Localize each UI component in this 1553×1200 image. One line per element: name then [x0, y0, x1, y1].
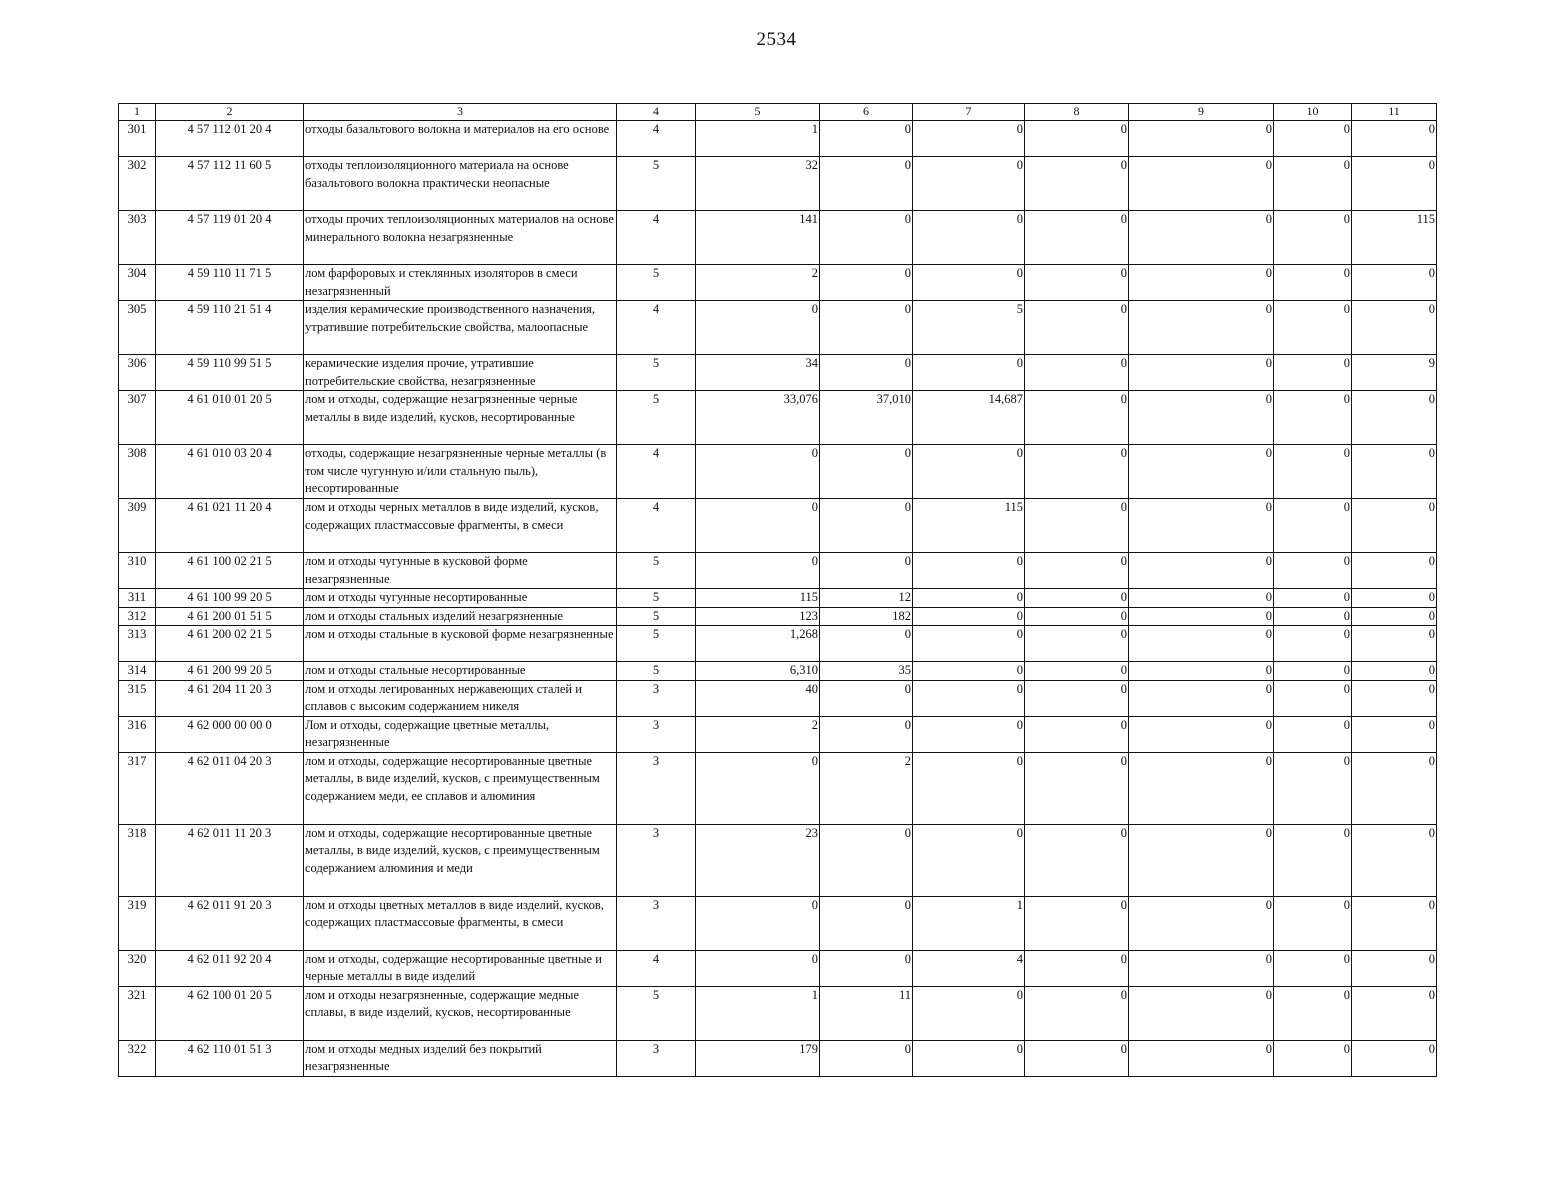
value-cell-5: 0: [696, 950, 820, 986]
table-row: [119, 824, 1437, 896]
value-cell-10: 0: [1274, 211, 1352, 265]
value-cell-9: 0: [1129, 499, 1274, 553]
value-cell-10: 0: [1274, 157, 1352, 211]
value-cell-9: 0: [1129, 680, 1274, 716]
table-row: [119, 121, 1437, 157]
waste-name-cell: лом и отходы, содержащие несортированные цветные металлы, в виде изделий, кусков, с преимущественным содержанием меди, ее сплавов и алюминия: [304, 752, 617, 824]
waste-name-cell: отходы, содержащие незагрязненные черные металлы (в том числе чугунную и/или стальную пыль), несортированные: [304, 445, 617, 499]
value-cell-8: 0: [1025, 157, 1129, 211]
column-header-11: 11: [1352, 104, 1437, 121]
waste-code-cell: 4 57 112 11 60 5: [156, 157, 304, 211]
waste-name-cell: лом и отходы, содержащие несортированные цветные металлы, в виде изделий, кусков, с преимущественным содержанием алюминия и меди: [304, 824, 617, 896]
table-row: [119, 716, 1437, 752]
value-cell-10: 0: [1274, 662, 1352, 681]
value-cell-5: 2: [696, 265, 820, 301]
table-row: [119, 553, 1437, 589]
value-cell-8: 0: [1025, 589, 1129, 608]
column-header-9: 9: [1129, 104, 1274, 121]
row-number-cell: 316: [119, 716, 156, 752]
row-number-cell: 312: [119, 607, 156, 626]
table-body: [119, 121, 1437, 1077]
table-row: [119, 391, 1437, 445]
table-row: [119, 589, 1437, 608]
table-row: [119, 445, 1437, 499]
row-number-cell: 310: [119, 553, 156, 589]
hazard-class-cell: 5: [617, 662, 696, 681]
value-cell-11: 0: [1352, 1040, 1437, 1076]
value-cell-7: 0: [913, 986, 1025, 1040]
value-cell-8: 0: [1025, 950, 1129, 986]
value-cell-7: 115: [913, 499, 1025, 553]
waste-name-cell: отходы базальтового волокна и материалов на его основе: [304, 121, 617, 157]
value-cell-9: 0: [1129, 950, 1274, 986]
column-header-4: 4: [617, 104, 696, 121]
value-cell-10: 0: [1274, 355, 1352, 391]
value-cell-10: 0: [1274, 1040, 1352, 1076]
table-row: [119, 607, 1437, 626]
value-cell-5: 40: [696, 680, 820, 716]
waste-name-cell: лом и отходы стальных изделий незагрязненные: [304, 607, 617, 626]
value-cell-10: 0: [1274, 589, 1352, 608]
value-cell-10: 0: [1274, 499, 1352, 553]
hazard-class-cell: 4: [617, 499, 696, 553]
value-cell-11: 0: [1352, 680, 1437, 716]
value-cell-6: 0: [820, 716, 913, 752]
hazard-class-cell: 3: [617, 1040, 696, 1076]
column-header-2: 2: [156, 104, 304, 121]
value-cell-10: 0: [1274, 391, 1352, 445]
table-row: [119, 950, 1437, 986]
value-cell-11: 0: [1352, 752, 1437, 824]
value-cell-6: 2: [820, 752, 913, 824]
value-cell-6: 35: [820, 662, 913, 681]
value-cell-5: 0: [696, 445, 820, 499]
value-cell-11: 0: [1352, 824, 1437, 896]
value-cell-7: 0: [913, 211, 1025, 265]
value-cell-11: 0: [1352, 607, 1437, 626]
value-cell-8: 0: [1025, 355, 1129, 391]
value-cell-8: 0: [1025, 1040, 1129, 1076]
row-number-cell: 318: [119, 824, 156, 896]
value-cell-10: 0: [1274, 680, 1352, 716]
value-cell-6: 0: [820, 1040, 913, 1076]
value-cell-7: 0: [913, 824, 1025, 896]
waste-code-cell: 4 62 011 91 20 3: [156, 896, 304, 950]
value-cell-7: 0: [913, 716, 1025, 752]
page-number: 2534: [756, 29, 797, 50]
row-number-cell: 315: [119, 680, 156, 716]
value-cell-8: 0: [1025, 211, 1129, 265]
waste-code-cell: 4 62 110 01 51 3: [156, 1040, 304, 1076]
value-cell-5: 1,268: [696, 626, 820, 662]
table-row: [119, 896, 1437, 950]
value-cell-11: 115: [1352, 211, 1437, 265]
value-cell-9: 0: [1129, 626, 1274, 662]
value-cell-11: 0: [1352, 626, 1437, 662]
value-cell-5: 0: [696, 553, 820, 589]
value-cell-8: 0: [1025, 824, 1129, 896]
value-cell-10: 0: [1274, 301, 1352, 355]
value-cell-9: 0: [1129, 211, 1274, 265]
value-cell-6: 0: [820, 824, 913, 896]
waste-name-cell: отходы прочих теплоизоляционных материалов на основе минерального волокна незагрязненные: [304, 211, 617, 265]
value-cell-9: 0: [1129, 1040, 1274, 1076]
value-cell-11: 0: [1352, 265, 1437, 301]
value-cell-6: 0: [820, 445, 913, 499]
value-cell-10: 0: [1274, 752, 1352, 824]
table-row: [119, 752, 1437, 824]
value-cell-9: 0: [1129, 445, 1274, 499]
hazard-class-cell: 4: [617, 121, 696, 157]
value-cell-9: 0: [1129, 301, 1274, 355]
value-cell-8: 0: [1025, 986, 1129, 1040]
value-cell-10: 0: [1274, 626, 1352, 662]
value-cell-5: 1: [696, 121, 820, 157]
table-row: [119, 355, 1437, 391]
value-cell-7: 0: [913, 553, 1025, 589]
waste-code-cell: 4 59 110 99 51 5: [156, 355, 304, 391]
value-cell-5: 2: [696, 716, 820, 752]
value-cell-10: 0: [1274, 607, 1352, 626]
value-cell-8: 0: [1025, 607, 1129, 626]
value-cell-6: 0: [820, 680, 913, 716]
value-cell-10: 0: [1274, 553, 1352, 589]
value-cell-8: 0: [1025, 896, 1129, 950]
value-cell-9: 0: [1129, 589, 1274, 608]
value-cell-9: 0: [1129, 896, 1274, 950]
column-header-8: 8: [1025, 104, 1129, 121]
value-cell-8: 0: [1025, 121, 1129, 157]
row-number-cell: 319: [119, 896, 156, 950]
value-cell-6: 0: [820, 950, 913, 986]
waste-code-cell: 4 61 200 99 20 5: [156, 662, 304, 681]
value-cell-5: 6,310: [696, 662, 820, 681]
waste-code-cell: 4 62 000 00 00 0: [156, 716, 304, 752]
value-cell-9: 0: [1129, 265, 1274, 301]
value-cell-7: 5: [913, 301, 1025, 355]
hazard-class-cell: 3: [617, 824, 696, 896]
value-cell-6: 182: [820, 607, 913, 626]
value-cell-7: 0: [913, 445, 1025, 499]
waste-name-cell: лом и отходы цветных металлов в виде изделий, кусков, содержащих пластмассовые фрагменты, в смеси: [304, 896, 617, 950]
value-cell-8: 0: [1025, 662, 1129, 681]
waste-code-cell: 4 61 204 11 20 3: [156, 680, 304, 716]
value-cell-7: 0: [913, 355, 1025, 391]
waste-name-cell: лом и отходы чугунные в кусковой форме незагрязненные: [304, 553, 617, 589]
row-number-cell: 308: [119, 445, 156, 499]
row-number-cell: 302: [119, 157, 156, 211]
value-cell-8: 0: [1025, 626, 1129, 662]
waste-name-cell: лом фарфоровых и стеклянных изоляторов в смеси незагрязненный: [304, 265, 617, 301]
value-cell-5: 23: [696, 824, 820, 896]
value-cell-7: 0: [913, 1040, 1025, 1076]
hazard-class-cell: 4: [617, 211, 696, 265]
waste-code-cell: 4 61 200 01 51 5: [156, 607, 304, 626]
waste-code-cell: 4 61 010 03 20 4: [156, 445, 304, 499]
table-row: [119, 986, 1437, 1040]
value-cell-7: 0: [913, 265, 1025, 301]
waste-code-cell: 4 61 021 11 20 4: [156, 499, 304, 553]
value-cell-6: 0: [820, 896, 913, 950]
value-cell-9: 0: [1129, 752, 1274, 824]
value-cell-9: 0: [1129, 553, 1274, 589]
value-cell-8: 0: [1025, 265, 1129, 301]
waste-code-cell: 4 61 100 99 20 5: [156, 589, 304, 608]
row-number-cell: 303: [119, 211, 156, 265]
value-cell-6: 0: [820, 355, 913, 391]
value-cell-9: 0: [1129, 824, 1274, 896]
waste-code-cell: 4 61 100 02 21 5: [156, 553, 304, 589]
waste-code-cell: 4 61 200 02 21 5: [156, 626, 304, 662]
hazard-class-cell: 5: [617, 986, 696, 1040]
table-row: [119, 680, 1437, 716]
value-cell-6: 0: [820, 211, 913, 265]
value-cell-6: 11: [820, 986, 913, 1040]
table-row: [119, 626, 1437, 662]
value-cell-7: 0: [913, 607, 1025, 626]
value-cell-6: 0: [820, 499, 913, 553]
table-row: [119, 265, 1437, 301]
value-cell-10: 0: [1274, 950, 1352, 986]
value-cell-7: 0: [913, 752, 1025, 824]
column-header-5: 5: [696, 104, 820, 121]
hazard-class-cell: 4: [617, 950, 696, 986]
waste-name-cell: лом и отходы стальные в кусковой форме незагрязненные: [304, 626, 617, 662]
hazard-class-cell: 4: [617, 301, 696, 355]
value-cell-11: 0: [1352, 301, 1437, 355]
column-header-1: 1: [119, 104, 156, 121]
value-cell-8: 0: [1025, 752, 1129, 824]
table-row: [119, 211, 1437, 265]
waste-code-cell: 4 62 011 11 20 3: [156, 824, 304, 896]
waste-name-cell: лом и отходы чугунные несортированные: [304, 589, 617, 608]
table-row: [119, 157, 1437, 211]
waste-name-cell: лом и отходы черных металлов в виде изделий, кусков, содержащих пластмассовые фрагменты, в смеси: [304, 499, 617, 553]
column-header-6: 6: [820, 104, 913, 121]
waste-code-cell: 4 57 112 01 20 4: [156, 121, 304, 157]
hazard-class-cell: 3: [617, 752, 696, 824]
row-number-cell: 309: [119, 499, 156, 553]
value-cell-5: 1: [696, 986, 820, 1040]
hazard-class-cell: 5: [617, 553, 696, 589]
value-cell-7: 0: [913, 662, 1025, 681]
hazard-class-cell: 3: [617, 896, 696, 950]
value-cell-11: 0: [1352, 445, 1437, 499]
value-cell-6: 0: [820, 553, 913, 589]
value-cell-7: 0: [913, 157, 1025, 211]
value-cell-7: 4: [913, 950, 1025, 986]
value-cell-7: 0: [913, 121, 1025, 157]
value-cell-8: 0: [1025, 680, 1129, 716]
row-number-cell: 322: [119, 1040, 156, 1076]
hazard-class-cell: 5: [617, 265, 696, 301]
waste-name-cell: лом и отходы медных изделий без покрытий незагрязненные: [304, 1040, 617, 1076]
value-cell-6: 0: [820, 301, 913, 355]
value-cell-11: 0: [1352, 950, 1437, 986]
row-number-cell: 307: [119, 391, 156, 445]
value-cell-9: 0: [1129, 716, 1274, 752]
value-cell-8: 0: [1025, 716, 1129, 752]
header-row: [119, 104, 1437, 121]
value-cell-7: 0: [913, 626, 1025, 662]
value-cell-5: 0: [696, 752, 820, 824]
hazard-class-cell: 3: [617, 680, 696, 716]
value-cell-6: 0: [820, 121, 913, 157]
value-cell-6: 0: [820, 157, 913, 211]
value-cell-10: 0: [1274, 716, 1352, 752]
value-cell-11: 0: [1352, 589, 1437, 608]
hazard-class-cell: 5: [617, 626, 696, 662]
value-cell-8: 0: [1025, 445, 1129, 499]
value-cell-5: 32: [696, 157, 820, 211]
waste-code-cell: 4 57 119 01 20 4: [156, 211, 304, 265]
table-header: [119, 104, 1437, 121]
waste-code-cell: 4 59 110 21 51 4: [156, 301, 304, 355]
value-cell-11: 9: [1352, 355, 1437, 391]
value-cell-6: 0: [820, 265, 913, 301]
value-cell-11: 0: [1352, 553, 1437, 589]
value-cell-5: 123: [696, 607, 820, 626]
value-cell-10: 0: [1274, 896, 1352, 950]
waste-code-cell: 4 62 100 01 20 5: [156, 986, 304, 1040]
column-header-7: 7: [913, 104, 1025, 121]
hazard-class-cell: 4: [617, 445, 696, 499]
value-cell-11: 0: [1352, 986, 1437, 1040]
value-cell-5: 0: [696, 896, 820, 950]
value-cell-10: 0: [1274, 445, 1352, 499]
value-cell-8: 0: [1025, 553, 1129, 589]
value-cell-5: 0: [696, 499, 820, 553]
value-cell-10: 0: [1274, 121, 1352, 157]
hazard-class-cell: 5: [617, 589, 696, 608]
waste-name-cell: керамические изделия прочие, утратившие потребительские свойства, незагрязненные: [304, 355, 617, 391]
value-cell-11: 0: [1352, 896, 1437, 950]
table-row: [119, 301, 1437, 355]
value-cell-5: 34: [696, 355, 820, 391]
row-number-cell: 321: [119, 986, 156, 1040]
value-cell-11: 0: [1352, 716, 1437, 752]
waste-name-cell: лом и отходы стальные несортированные: [304, 662, 617, 681]
column-header-3: 3: [304, 104, 617, 121]
value-cell-11: 0: [1352, 662, 1437, 681]
value-cell-9: 0: [1129, 607, 1274, 626]
value-cell-8: 0: [1025, 391, 1129, 445]
waste-name-cell: лом и отходы легированных нержавеющих сталей и сплавов с высоким содержанием никеля: [304, 680, 617, 716]
value-cell-8: 0: [1025, 301, 1129, 355]
value-cell-8: 0: [1025, 499, 1129, 553]
value-cell-5: 0: [696, 301, 820, 355]
value-cell-10: 0: [1274, 265, 1352, 301]
waste-code-cell: 4 62 011 04 20 3: [156, 752, 304, 824]
table-row: [119, 1040, 1437, 1076]
table-row: [119, 662, 1437, 681]
row-number-cell: 313: [119, 626, 156, 662]
value-cell-7: 14,687: [913, 391, 1025, 445]
hazard-class-cell: 3: [617, 716, 696, 752]
waste-code-cell: 4 61 010 01 20 5: [156, 391, 304, 445]
waste-name-cell: изделия керамические производственного назначения, утратившие потребительские свойства, малоопасные: [304, 301, 617, 355]
value-cell-11: 0: [1352, 121, 1437, 157]
value-cell-9: 0: [1129, 986, 1274, 1040]
hazard-class-cell: 5: [617, 391, 696, 445]
value-cell-6: 12: [820, 589, 913, 608]
value-cell-10: 0: [1274, 986, 1352, 1040]
waste-name-cell: лом и отходы, содержащие незагрязненные черные металлы в виде изделий, кусков, несортированные: [304, 391, 617, 445]
hazard-class-cell: 5: [617, 157, 696, 211]
value-cell-5: 179: [696, 1040, 820, 1076]
waste-code-cell: 4 62 011 92 20 4: [156, 950, 304, 986]
value-cell-11: 0: [1352, 157, 1437, 211]
value-cell-5: 33,076: [696, 391, 820, 445]
row-number-cell: 305: [119, 301, 156, 355]
row-number-cell: 304: [119, 265, 156, 301]
row-number-cell: 306: [119, 355, 156, 391]
row-number-cell: 301: [119, 121, 156, 157]
value-cell-9: 0: [1129, 157, 1274, 211]
value-cell-7: 1: [913, 896, 1025, 950]
value-cell-6: 0: [820, 626, 913, 662]
value-cell-9: 0: [1129, 355, 1274, 391]
row-number-cell: 317: [119, 752, 156, 824]
value-cell-11: 0: [1352, 499, 1437, 553]
value-cell-11: 0: [1352, 391, 1437, 445]
value-cell-9: 0: [1129, 121, 1274, 157]
hazard-class-cell: 5: [617, 607, 696, 626]
value-cell-9: 0: [1129, 391, 1274, 445]
column-header-10: 10: [1274, 104, 1352, 121]
waste-name-cell: лом и отходы, содержащие несортированные цветные и черные металлы в виде изделий: [304, 950, 617, 986]
hazard-class-cell: 5: [617, 355, 696, 391]
value-cell-5: 115: [696, 589, 820, 608]
waste-name-cell: отходы теплоизоляционного материала на основе базальтового волокна практически неопасные: [304, 157, 617, 211]
value-cell-7: 0: [913, 680, 1025, 716]
value-cell-6: 37,010: [820, 391, 913, 445]
value-cell-10: 0: [1274, 824, 1352, 896]
waste-name-cell: Лом и отходы, содержащие цветные металлы, незагрязненные: [304, 716, 617, 752]
value-cell-5: 141: [696, 211, 820, 265]
row-number-cell: 311: [119, 589, 156, 608]
table-row: [119, 499, 1437, 553]
waste-name-cell: лом и отходы незагрязненные, содержащие медные сплавы, в виде изделий, кусков, несортированные: [304, 986, 617, 1040]
value-cell-9: 0: [1129, 662, 1274, 681]
waste-table: [118, 103, 1437, 1077]
value-cell-7: 0: [913, 589, 1025, 608]
waste-code-cell: 4 59 110 11 71 5: [156, 265, 304, 301]
row-number-cell: 314: [119, 662, 156, 681]
row-number-cell: 320: [119, 950, 156, 986]
